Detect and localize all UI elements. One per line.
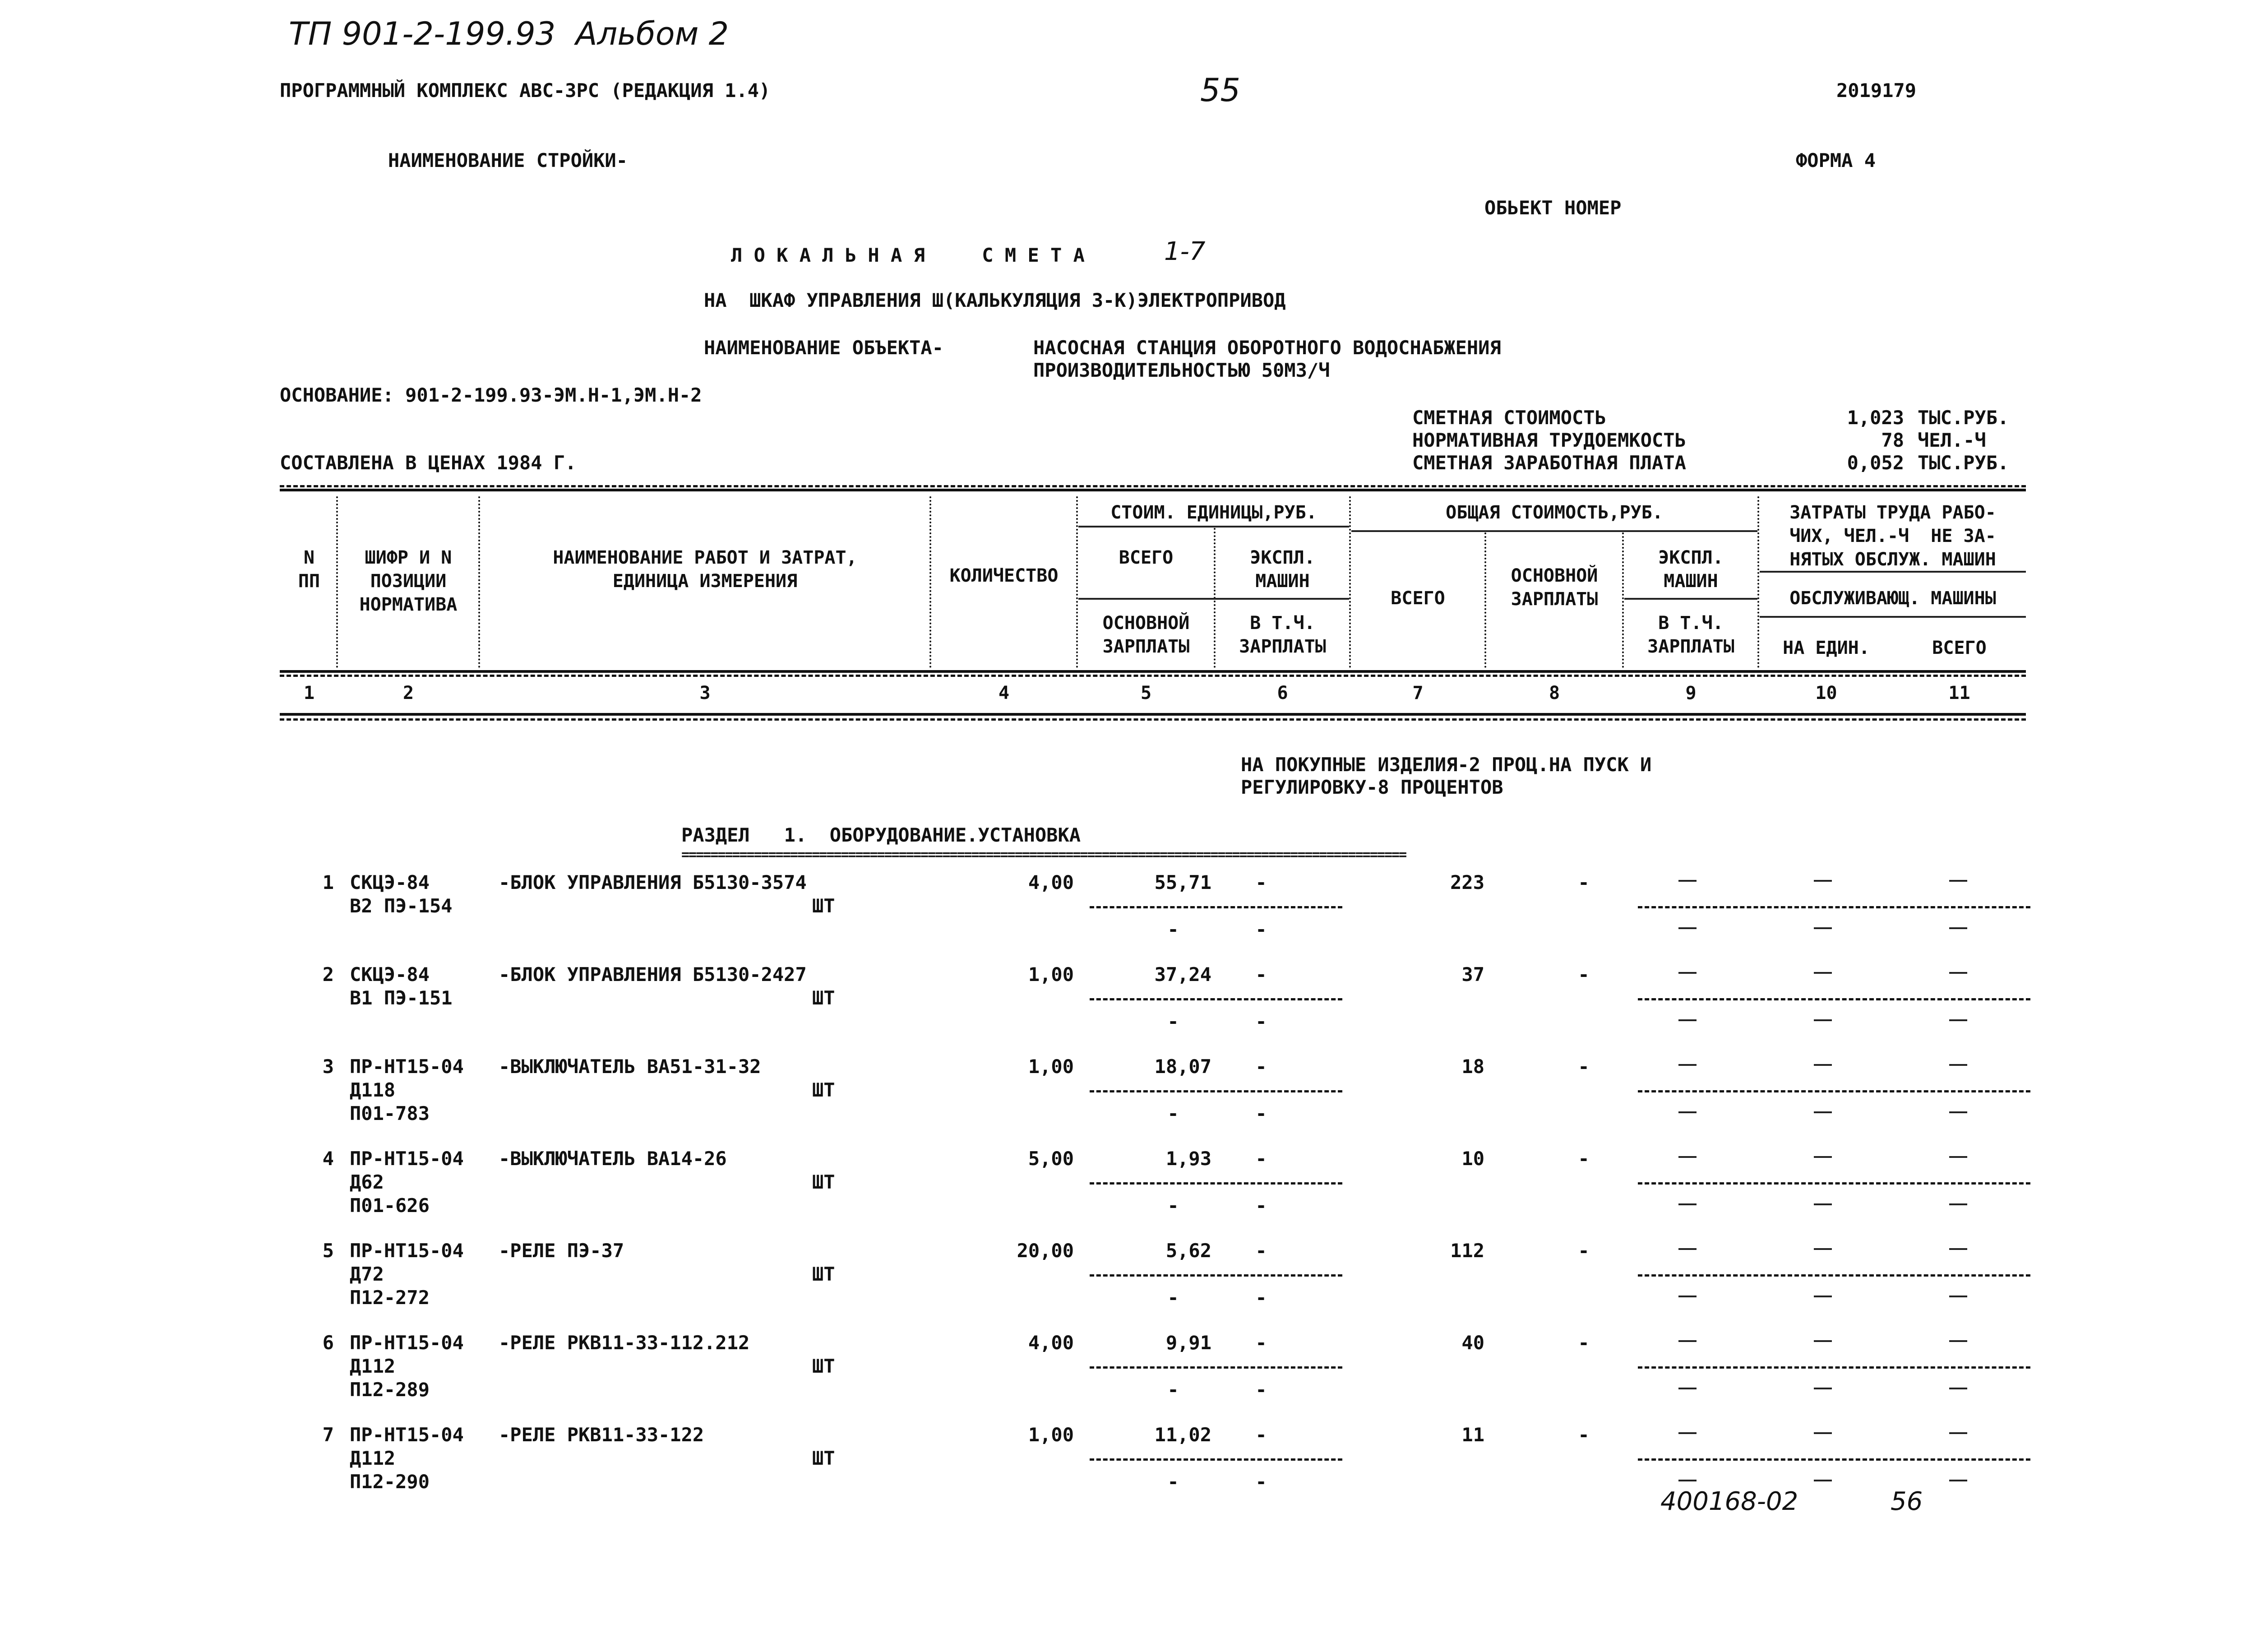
- row-unit-price: 37,24: [1154, 963, 1211, 986]
- row-salary: -: [1167, 1102, 1179, 1124]
- row-salary: -: [1167, 1010, 1179, 1032]
- row-total: 11: [1461, 1424, 1484, 1446]
- row-salary: -: [1167, 1471, 1179, 1493]
- row-machines: -: [1255, 1332, 1267, 1354]
- row-number: 5: [322, 1240, 334, 1262]
- row-unit-price: 1,93: [1165, 1148, 1211, 1170]
- row-total: 223: [1450, 871, 1484, 893]
- col-number: 4: [998, 683, 1010, 703]
- col-header-8: ОСНОВНОЙ ЗАРПЛАТЫ: [1511, 565, 1598, 610]
- row-quantity: 5,00: [1028, 1148, 1074, 1170]
- row-machines-salary: -: [1255, 1102, 1267, 1124]
- row-total: 40: [1461, 1332, 1484, 1354]
- program-name: ПРОГРАММНЫЙ КОМПЛЕКС АВС-3РС (РЕДАКЦИЯ 1.4): [280, 79, 771, 102]
- col-header-code: ШИФР И N ПОЗИЦИИ НОРМАТИВА: [359, 547, 458, 615]
- row-machines-salary: -: [1255, 918, 1267, 940]
- row-machines: -: [1255, 1055, 1267, 1078]
- row-number: 7: [322, 1424, 334, 1446]
- document-code: 2019179: [1836, 79, 1917, 102]
- row-total-salary: -: [1578, 963, 1590, 986]
- summary-label: СМЕТНАЯ СТОИМОСТЬ: [1412, 407, 1606, 429]
- row-total-salary: -: [1578, 1055, 1590, 1078]
- col-header-10: НА ЕДИН.: [1783, 638, 1870, 658]
- row-code: СКЦЭ-84 В2 ПЭ-154: [350, 871, 453, 917]
- summary-unit: ТЫС.РУБ.: [1918, 407, 2009, 429]
- row-total-salary: -: [1578, 1424, 1590, 1446]
- col-header-11: ВСЕГО: [1932, 638, 1987, 658]
- col-header-total-cost: ОБЩАЯ СТОИМОСТЬ,РУБ.: [1446, 502, 1663, 523]
- estimate-note: НА ПОКУПНЫЕ ИЗДЕЛИЯ-2 ПРОЦ.НА ПУСК И РЕГУЛИРОВКУ-8 ПРОЦЕНТОВ: [1241, 754, 1652, 798]
- row-quantity: 20,00: [1017, 1240, 1074, 1262]
- row-total-salary: -: [1578, 1332, 1590, 1354]
- row-total-salary: -: [1578, 871, 1590, 893]
- row-number: 6: [322, 1332, 334, 1354]
- object-name-line1: НАСОСНАЯ СТАНЦИЯ ОБОРОТНОГО ВОДОСНАБЖЕНИЯ: [1033, 337, 1501, 359]
- col-number: 3: [699, 683, 711, 703]
- row-name: -ВЫКЛЮЧАТЕЛЬ ВА14-26: [499, 1148, 727, 1170]
- row-machines-salary: -: [1255, 1379, 1267, 1401]
- row-number: 4: [322, 1148, 334, 1170]
- row-code: ПР-НТ15-04 Д112 П12-290: [350, 1424, 464, 1493]
- row-unit-price: 11,02: [1154, 1424, 1211, 1446]
- row-quantity: 4,00: [1028, 871, 1074, 893]
- row-code: ПР-НТ15-04 Д112 П12-289: [350, 1332, 464, 1401]
- summary-label: НОРМАТИВНАЯ ТРУДОЕМКОСТЬ: [1412, 429, 1686, 451]
- footer-stamp: 400168-02: [1660, 1487, 1798, 1516]
- summary-label: СМЕТНАЯ ЗАРАБОТНАЯ ПЛАТА: [1412, 452, 1686, 474]
- row-total-salary: -: [1578, 1240, 1590, 1262]
- row-salary: -: [1167, 918, 1179, 940]
- col-header-labor-machines: ОБСЛУЖИВАЮЩ. МАШИНЫ: [1789, 588, 1996, 609]
- page-number: 55: [1200, 72, 1241, 109]
- col-number: 8: [1549, 683, 1560, 703]
- col-number: 5: [1140, 683, 1152, 703]
- col-header-labor: ЗАТРАТЫ ТРУДА РАБО- ЧИХ, ЧЕЛ.-Ч НЕ ЗА- НЯТЫХ ОБСЛУЖ. МАШИН: [1789, 502, 1996, 570]
- col-number: 2: [402, 683, 414, 703]
- section-title: РАЗДЕЛ 1. ОБОРУДОВАНИЕ.УСТАНОВКА: [681, 824, 1081, 846]
- col-header-7: ВСЕГО: [1391, 588, 1445, 609]
- row-unit-price: 9,91: [1165, 1332, 1211, 1354]
- album-title: ТП 901-2-199.93 Альбом 2: [289, 15, 729, 52]
- col-number: 6: [1277, 683, 1288, 703]
- form-label: ФОРМА 4: [1796, 149, 1876, 171]
- row-code: СКЦЭ-84 В1 ПЭ-151: [350, 963, 453, 1009]
- col-header-5: ВСЕГО: [1119, 547, 1174, 568]
- row-machines: -: [1255, 1240, 1267, 1262]
- construction-label: НАИМЕНОВАНИЕ СТРОЙКИ-: [388, 149, 628, 171]
- row-quantity: 1,00: [1028, 1055, 1074, 1078]
- price-basis: СОСТАВЛЕНА В ЦЕНАХ 1984 Г.: [280, 452, 577, 474]
- row-unit: ШТ: [812, 1171, 835, 1193]
- row-unit-price: 18,07: [1154, 1055, 1211, 1078]
- col-number: 10: [1815, 683, 1837, 703]
- row-machines: -: [1255, 871, 1267, 893]
- footer-page: 56: [1891, 1487, 1923, 1516]
- col-header-9: ЭКСПЛ. МАШИН: [1658, 547, 1724, 592]
- row-name: -РЕЛЕ РКВ11-33-122: [499, 1424, 704, 1446]
- row-name: -ВЫКЛЮЧАТЕЛЬ ВА51-31-32: [499, 1055, 761, 1078]
- row-unit-price: 5,62: [1165, 1240, 1211, 1262]
- row-machines-salary: -: [1255, 1010, 1267, 1032]
- col-number: 11: [1948, 683, 1970, 703]
- col-header-6: ЭКСПЛ. МАШИН: [1250, 547, 1315, 592]
- summary-unit: ЧЕЛ.-Ч: [1918, 429, 1986, 451]
- row-machines: -: [1255, 1424, 1267, 1446]
- row-salary: -: [1167, 1194, 1179, 1217]
- row-quantity: 4,00: [1028, 1332, 1074, 1354]
- row-code: ПР-НТ15-04 Д72 П12-272: [350, 1240, 464, 1309]
- row-name: -РЕЛЕ РКВ11-33-112.212: [499, 1332, 750, 1354]
- col-number: 7: [1412, 683, 1424, 703]
- row-machines: -: [1255, 1148, 1267, 1170]
- row-unit: ШТ: [812, 1355, 835, 1377]
- object-number-label: ОБЬЕКТ НОМЕР: [1484, 197, 1622, 219]
- summary-unit: ТЫС.РУБ.: [1918, 452, 2009, 474]
- col-header-6b: В Т.Ч. ЗАРПЛАТЫ: [1239, 613, 1326, 657]
- row-unit: ШТ: [812, 1079, 835, 1101]
- col-header-unit-cost: СТОИМ. ЕДИНИЦЫ,РУБ.: [1110, 502, 1317, 523]
- estimate-subject: НА ШКАФ УПРАВЛЕНИЯ Ш(КАЛЬКУЛЯЦИЯ 3-К)ЭЛЕКТРОПРИВОД: [704, 289, 1286, 311]
- row-machines-salary: -: [1255, 1471, 1267, 1493]
- estimate-title: Л О К А Л Ь Н А Я С М Е Т А: [731, 244, 1085, 266]
- row-name: -БЛОК УПРАВЛЕНИЯ Б5130-3574: [499, 871, 807, 893]
- row-machines-salary: -: [1255, 1194, 1267, 1217]
- col-header-5b: ОСНОВНОЙ ЗАРПЛАТЫ: [1102, 613, 1190, 657]
- row-total: 18: [1461, 1055, 1484, 1078]
- summary-value: 0,052: [1847, 452, 1904, 474]
- estimate-number: 1-7: [1164, 237, 1206, 266]
- row-total: 112: [1450, 1240, 1484, 1262]
- estimate-basis: ОСНОВАНИЕ: 901-2-199.93-ЭМ.Н-1,ЭМ.Н-2: [280, 384, 702, 406]
- row-quantity: 1,00: [1028, 1424, 1074, 1446]
- summary-value: 1,023: [1847, 407, 1904, 429]
- row-total: 37: [1461, 963, 1484, 986]
- object-label: НАИМЕНОВАНИЕ ОБЪЕКТА-: [704, 337, 944, 359]
- row-total-salary: -: [1578, 1148, 1590, 1170]
- row-number: 2: [322, 963, 334, 986]
- row-machines-salary: -: [1255, 1286, 1267, 1309]
- row-code: ПР-НТ15-04 Д118 П01-783: [350, 1055, 464, 1124]
- row-quantity: 1,00: [1028, 963, 1074, 986]
- object-name-line2: ПРОИЗВОДИТЕЛЬНОСТЬЮ 50М3/Ч: [1033, 359, 1330, 381]
- row-code: ПР-НТ15-04 Д62 П01-626: [350, 1148, 464, 1217]
- col-header-name: НАИМЕНОВАНИЕ РАБОТ И ЗАТРАТ, ЕДИНИЦА ИЗМЕРЕНИЯ: [553, 547, 857, 592]
- row-unit-price: 55,71: [1154, 871, 1211, 893]
- col-number: 9: [1685, 683, 1697, 703]
- summary-value: 78: [1881, 429, 1904, 451]
- row-number: 3: [322, 1055, 334, 1078]
- col-number: 1: [303, 683, 315, 703]
- col-header-quantity: КОЛИЧЕСТВО: [949, 565, 1059, 586]
- row-unit: ШТ: [812, 1447, 835, 1469]
- row-total: 10: [1461, 1148, 1484, 1170]
- row-salary: -: [1167, 1286, 1179, 1309]
- row-machines: -: [1255, 963, 1267, 986]
- row-unit: ШТ: [812, 1263, 835, 1285]
- col-header-9b: В Т.Ч. ЗАРПЛАТЫ: [1647, 613, 1734, 657]
- section-underline: ====================================================================================================: [681, 847, 1406, 863]
- row-salary: -: [1167, 1379, 1179, 1401]
- col-header-n: N ПП: [298, 547, 320, 592]
- row-unit: ШТ: [812, 987, 835, 1009]
- row-unit: ШТ: [812, 895, 835, 917]
- row-name: -БЛОК УПРАВЛЕНИЯ Б5130-2427: [499, 963, 807, 986]
- row-number: 1: [322, 871, 334, 893]
- row-name: -РЕЛЕ ПЭ-37: [499, 1240, 624, 1262]
